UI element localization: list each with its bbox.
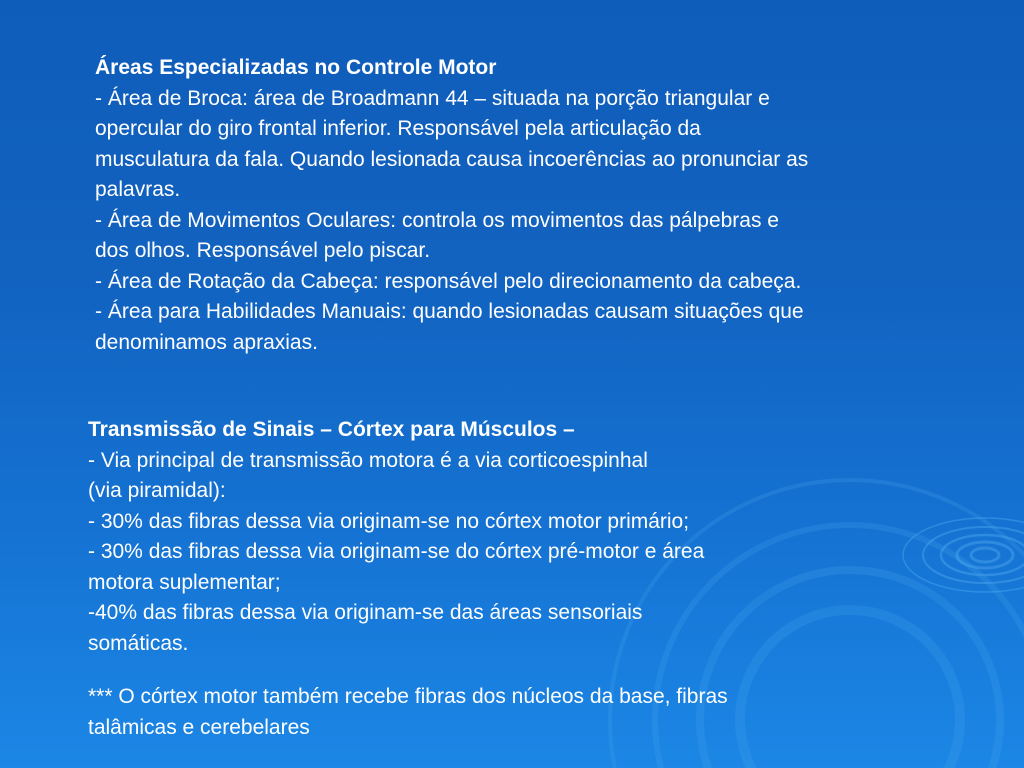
motor-areas-line: - Área de Rotação da Cabeça: responsável pelo direcionamento da cabeça. (95, 269, 802, 293)
motor-areas-heading: Áreas Especializadas no Controle Motor (95, 56, 497, 79)
note-line: *** O córtex motor também recebe fibras dos núcleos da base, fibras (88, 685, 728, 708)
signal-transmission-line: somáticas. (88, 631, 189, 655)
motor-areas-line: opercular do giro frontal inferior. Responsável pela articulação da (95, 117, 701, 140)
signal-transmission-line: - 30% das fibras dessa via originam-se do córtex pré-motor e área (88, 540, 705, 563)
motor-areas-line: - Área para Habilidades Manuais: quando lesionadas causam situações que (95, 300, 804, 323)
motor-areas-line: - Área de Movimentos Oculares: controla os movimentos das pálpebras e (95, 208, 779, 232)
signal-transmission-heading: Transmissão de Sinais – Córtex para Músculos – (88, 418, 575, 441)
signal-transmission-line: -40% das fibras dessa via originam-se das áreas sensoriais (88, 601, 643, 624)
signal-transmission-line: (via piramidal): (88, 479, 226, 502)
motor-areas-section (95, 53, 808, 358)
signal-transmission-line: - Via principal de transmissão motora é a via corticoespinhal (88, 448, 648, 472)
signal-transmission-section (88, 415, 704, 659)
motor-areas-line: palavras. (95, 178, 181, 201)
signal-transmission-line: motora suplementar; (88, 570, 281, 594)
note-line: talâmicas e cerebelares (88, 715, 310, 739)
cortex-fibers-note (88, 682, 728, 743)
signal-transmission-line: - 30% das fibras dessa via originam-se no córtex motor primário; (88, 509, 690, 533)
motor-areas-line: dos olhos. Responsável pelo piscar. (95, 239, 431, 262)
motor-areas-line: musculatura da fala. Quando lesionada causa incoerências ao pronunciar as (95, 147, 809, 171)
motor-areas-line: denominamos apraxias. (95, 330, 318, 354)
motor-areas-line: - Área de Broca: área de Broadmann 44 – situada na porção triangular e (95, 86, 770, 110)
